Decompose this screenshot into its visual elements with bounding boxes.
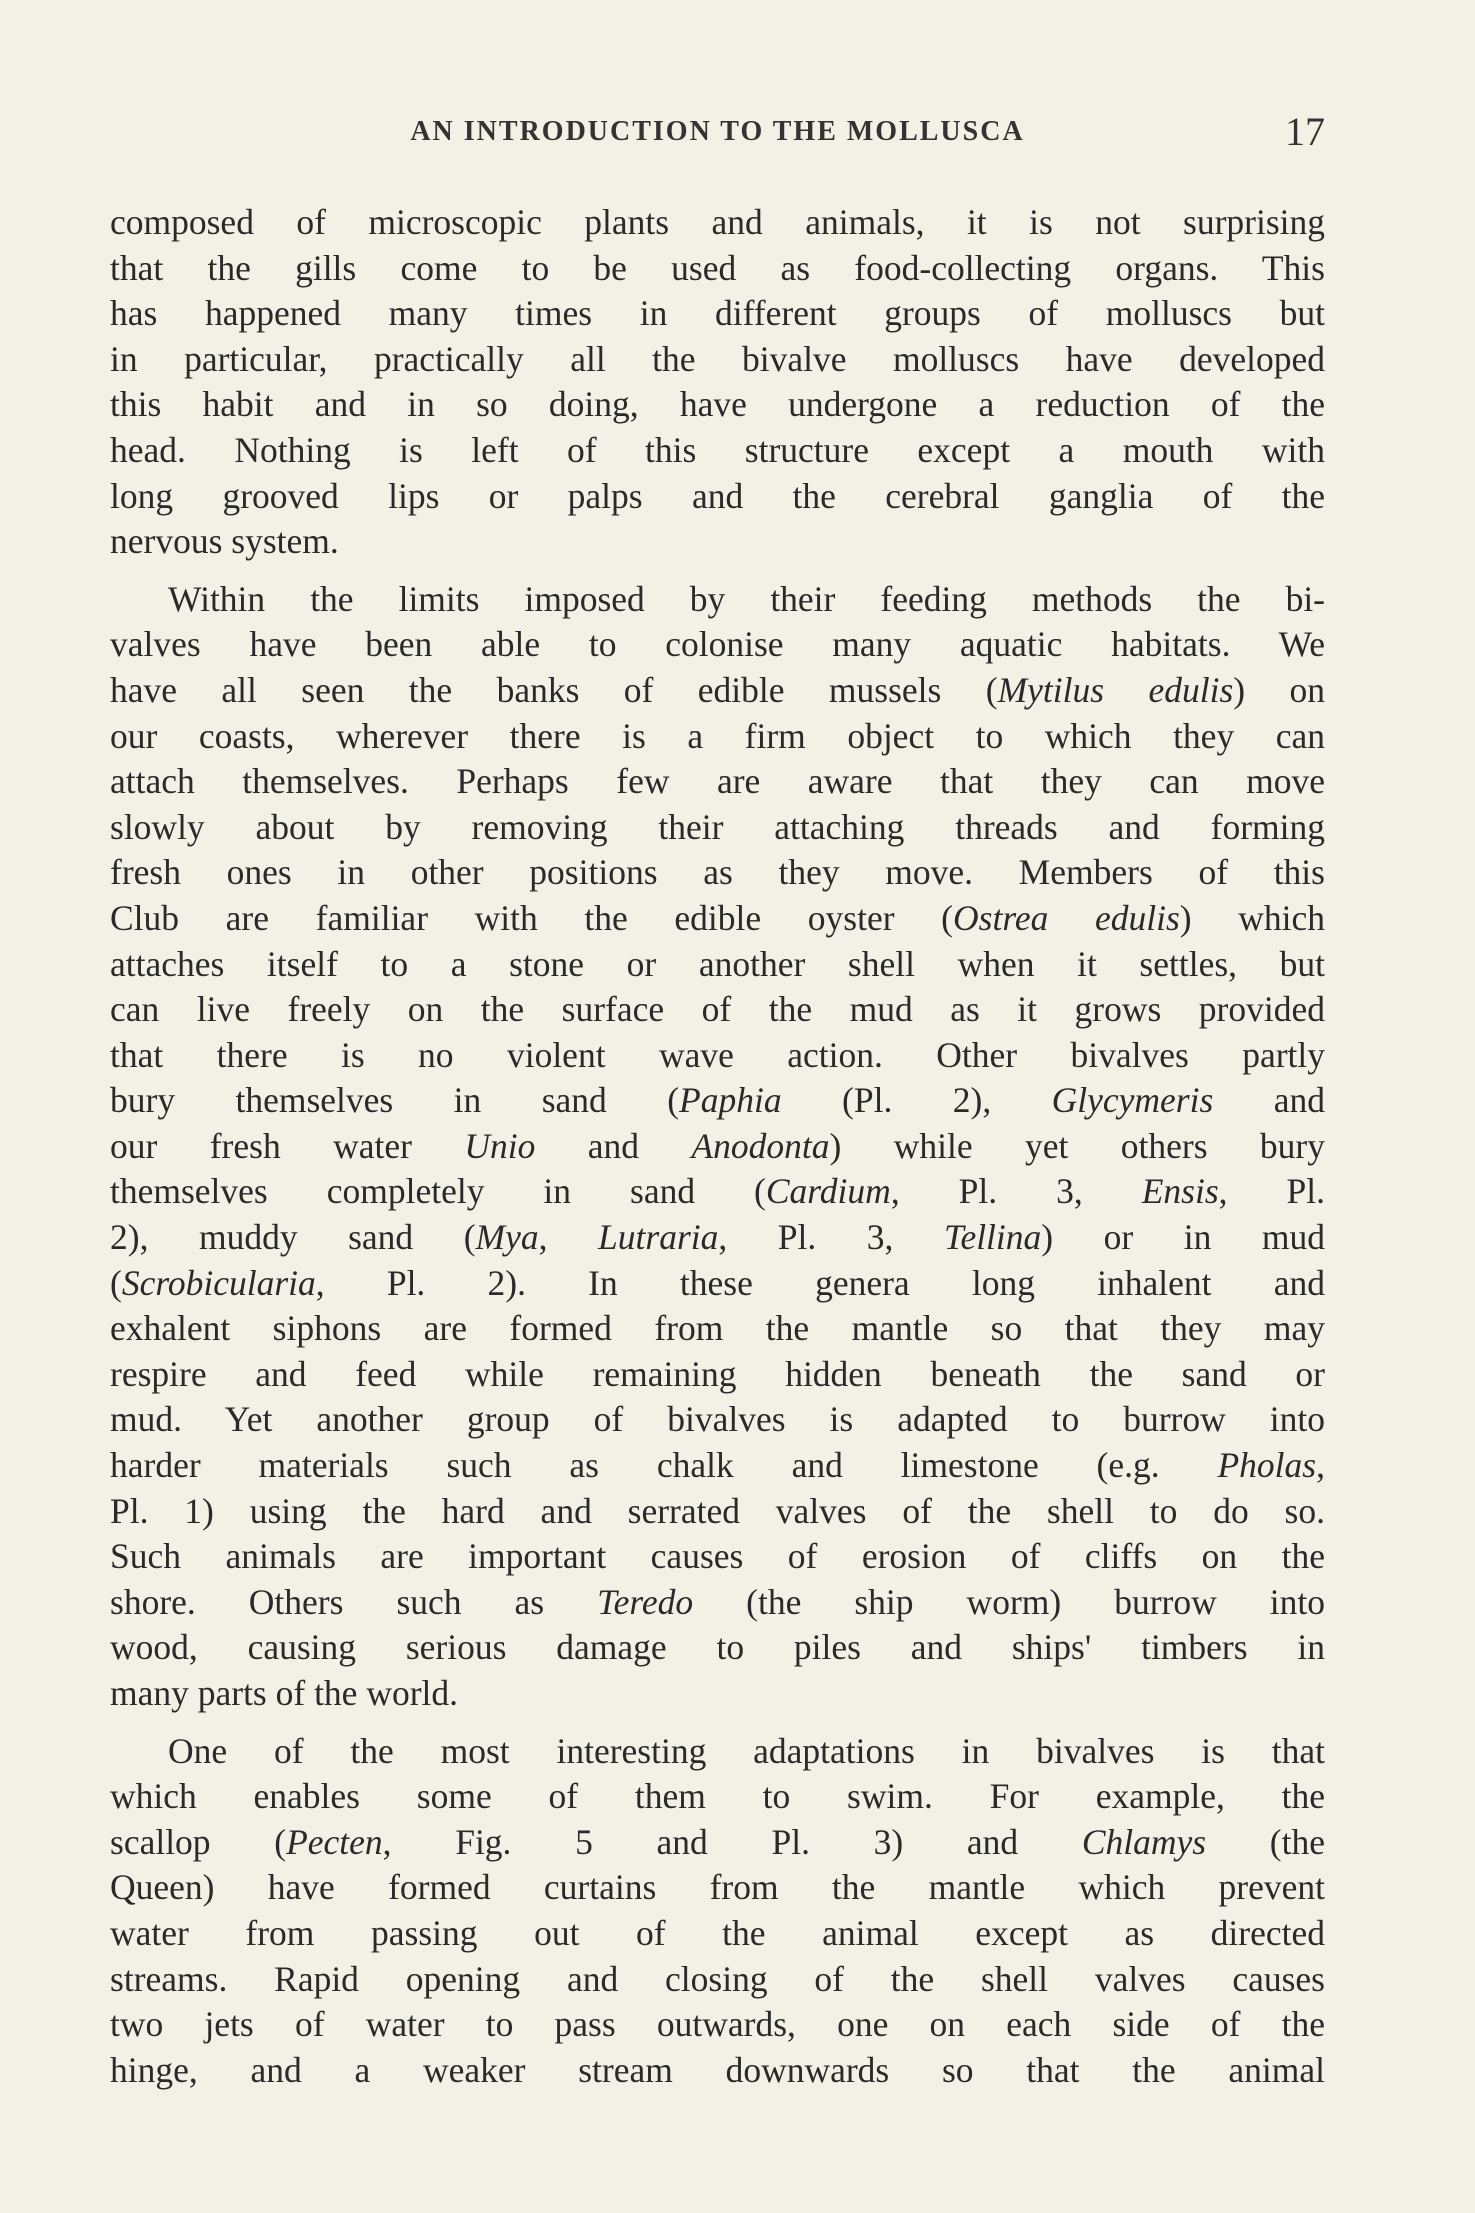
text-line: water from passing out of the animal except as directed	[110, 1912, 1325, 1953]
text-line: themselves completely in sand (Cardium, Pl. 3, Ensis, Pl.	[110, 1171, 1326, 1212]
text-line: Queen) have formed curtains from the mantle which prevent	[110, 1867, 1325, 1908]
running-head: AN INTRODUCTION TO THE MOLLUSCA	[410, 116, 1025, 147]
text-line: hinge, and a weaker stream downwards so that the animal	[110, 2049, 1325, 2090]
text-line: two jets of water to pass outwards, one on each side of the	[110, 2004, 1325, 2045]
text-line: One of the most interesting adaptations in bivalves is that	[168, 1730, 1325, 1771]
text-line: which enables some of them to swim. For example, the	[110, 1776, 1325, 1817]
text-line: Club are familiar with the edible oyster (Ostrea edulis) which	[110, 897, 1325, 938]
text-line: our coasts, wherever there is a firm object to which they can	[110, 715, 1325, 756]
text-line: many parts of the world.	[110, 1673, 459, 1713]
text-line: respire and feed while remaining hidden beneath the sand or	[110, 1353, 1325, 1394]
text-line: Pl. 1) using the hard and serrated valves of the shell to do so.	[110, 1490, 1325, 1531]
text-line: attach themselves. Perhaps few are aware that they can move	[110, 761, 1325, 802]
text-line: Such animals are important causes of erosion of cliffs on the	[110, 1536, 1325, 1577]
text-line: Within the limits imposed by their feeding methods the bi-	[168, 578, 1325, 619]
text-line: our fresh water Unio and Anodonta) while yet others bury	[110, 1125, 1325, 1166]
text-line: bury themselves in sand (Paphia (Pl. 2), Glycymeris and	[110, 1080, 1325, 1121]
text-line: valves have been able to colonise many aquatic habitats. We	[110, 624, 1325, 665]
text-line: harder materials such as chalk and limestone (e.g. Pholas,	[110, 1445, 1325, 1486]
text-line: scallop (Pecten, Fig. 5 and Pl. 3) and Chlamys (the	[110, 1821, 1325, 1862]
text-line: nervous system.	[110, 521, 339, 562]
text-line: head. Nothing is left of this structure except a mouth with	[110, 429, 1325, 470]
text-line: composed of microscopic plants and animals, it is not surprising	[110, 202, 1325, 242]
text-line: exhalent siphons are formed from the mantle so that they may	[110, 1308, 1325, 1349]
text-line: streams. Rapid opening and closing of the shell valves causes	[110, 1958, 1325, 1999]
paragraph	[110, 577, 1325, 1717]
paragraph	[110, 1729, 1325, 2094]
text-line: wood, causing serious damage to piles and ships' timbers in	[110, 1627, 1325, 1668]
text-line: shore. Others such as Teredo (the ship worm) burrow into	[110, 1581, 1325, 1622]
text-line: that the gills come to be used as food-collecting organs. This	[110, 247, 1325, 288]
text-line: fresh ones in other positions as they move. Members of this	[110, 852, 1325, 893]
text-line: 2), muddy sand (Mya, Lutraria, Pl. 3, Tellina) or in mud	[110, 1217, 1325, 1258]
page-number: 17	[1285, 109, 1325, 154]
text-line: long grooved lips or palps and the cerebral ganglia of the	[110, 475, 1325, 516]
text-line: in particular, practically all the bivalve molluscs have developed	[110, 338, 1325, 379]
text-line: has happened many times in different groups of molluscs but	[110, 293, 1325, 334]
text-line: mud. Yet another group of bivalves is adapted to burrow into	[110, 1399, 1325, 1440]
text-line: have all seen the banks of edible mussels (Mytilus edulis) on	[110, 669, 1325, 710]
text-line: this habit and in so doing, have undergone a reduction of the	[110, 384, 1325, 425]
paragraph	[110, 200, 1325, 565]
body-text	[110, 200, 1325, 2093]
text-line: can live freely on the surface of the mud as it grows provided	[110, 989, 1325, 1030]
text-line: attaches itself to a stone or another shell when it settles, but	[110, 943, 1325, 984]
text-line: that there is no violent wave action. Other bivalves partly	[110, 1034, 1325, 1075]
text-line: slowly about by removing their attaching threads and forming	[110, 806, 1325, 847]
page-header	[110, 108, 1325, 158]
text-line: (Scrobicularia, Pl. 2). In these genera long inhalent and	[110, 1262, 1325, 1303]
